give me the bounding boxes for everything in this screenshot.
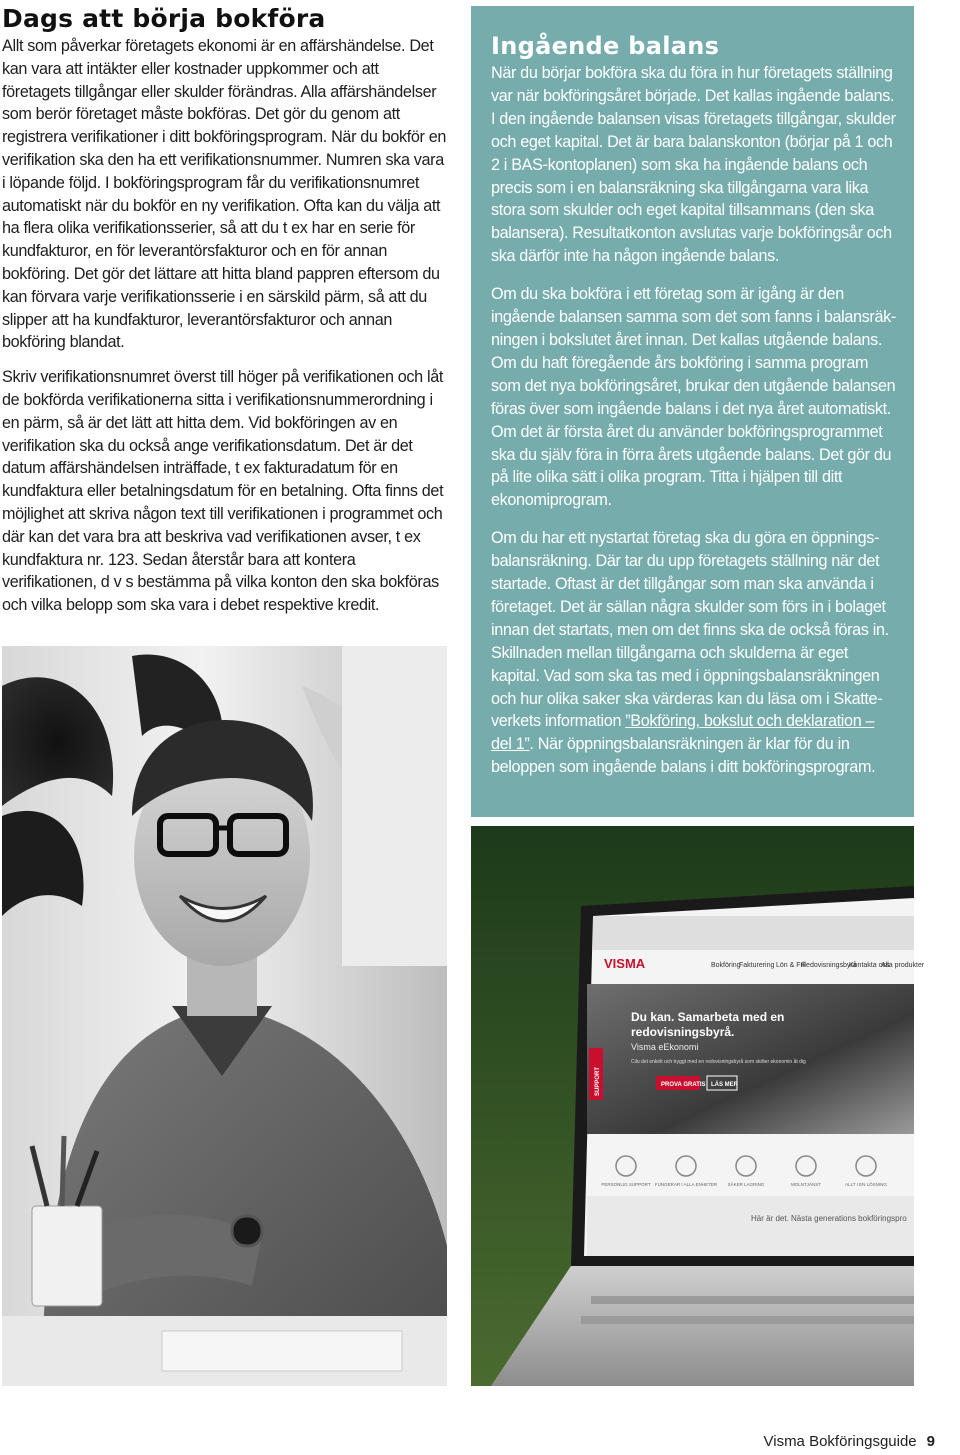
nav-item: Kontakta oss [849, 962, 890, 969]
feature-label: PERSONLIG SUPPORT [601, 1182, 651, 1187]
nav-item: Lön & Fril [776, 962, 806, 969]
visma-logo: VISMA [604, 956, 646, 971]
info-box-paragraph-3 [491, 527, 898, 779]
nav-item: Redovisningsbyrå [801, 962, 857, 969]
screen-tagline: Här är det. Nästa generations bokföringspro [751, 1214, 907, 1223]
article-paragraph-1: Allt som påverkar företagets ekonomi är en affärshändelse. Det kan vara att intäkter eller kostnader uppkommer och att företagets tillgångar eller skulder förändras. Alla affärshändelser som berör företaget måste bokföras. Det gör du genom att registrera verifikationer i ditt bokföringsprogram. När du bokför en verifikation ska den ha ett verifikationsnummer. Numren ska vara i löpande följd. I bokföringsprogram får du verifikationsnumret automatiskt när du bokför en ny verifikation. Ofta kan du välja att ha flera olika verifikationsserier, så att du t ex har en serie för kundfakturor, en för leverantörsfakturor och en för annan bokföring. Det gör det lättare att hitta bland pappren eftersom du kan förvara varje verifikationsserie i en särskild pärm, så att du slipper att ha kundfakturor, leverantörsfakturor och annan bokföring blandat. [2, 37, 447, 352]
photo-smiling-man [2, 646, 447, 1386]
hero-headline-2: redovisningsbyrå. [631, 1025, 735, 1039]
page-footer [764, 1433, 936, 1450]
hero-body: Cilu det enkelt och tryggt med en redovisningsbyrå som sköter ekonomin åt dig [631, 1059, 806, 1065]
feature-label: ALLT I EN LÖSNING [845, 1182, 887, 1187]
article-title: Dags att börja bokföra [2, 4, 326, 33]
info-box-title: Ingående balans [491, 32, 720, 60]
nav-item: Bokföring [711, 962, 741, 969]
info-box-paragraph-3-text: Om du har ett nystartat företag ska du göra en öppningsbalansräkning. Där tar du upp företagets ställning när det startade. Oftast är det tillgångar som man ska använda i företaget. Det är sällan några skulder som förs in i bolaget innan det startats, men om det finns ska de också föras in. Skillnaden mellan tillgångarna och skulderna är eget kapital. Vad som ska tas med i öppningsbalansräkningen och hur olika saker ska värderas kan du läsa om i Skatteverkets information [491, 529, 889, 731]
skatteverket-link[interactable]: ”Bokföring, bokslut och deklaration – del 1” [491, 712, 875, 754]
feature-label: FUNGERAR I ALLA ENHETER [654, 1182, 718, 1187]
man-photo-illustration [2, 646, 447, 1386]
info-box-paragraph-3-end: . När öppningsbalansräkningen är klar för du in beloppen som ingående balans i ditt bokföringsprogram. [491, 735, 876, 777]
hero-cta-primary: PROVA GRATIS [661, 1082, 706, 1088]
footer-brand: Visma Bokföringsguide [763, 1433, 917, 1450]
nav-item: Alla produkter [881, 962, 925, 969]
photo-laptop-visma [471, 826, 925, 1386]
hero-product: Visma eEkonomi [631, 1042, 699, 1052]
feature-label: SÄKER LAGRING [727, 1182, 765, 1187]
nav-item: Fakturering [739, 962, 775, 969]
main-article [0, 4, 450, 629]
article-paragraph-2: Skriv verifikationsnumret överst till höger på verifikationen och låt de bokförda verifikationerna sitta i verifikationsnummerordning i en pärm, så är det lätt att hitta dem. Vid bokföringen av en verifikation ska du också ange verifikationsdatum. Det är det datum affärshändelsen inträffade, t ex fakturadatum för en kundfaktura eller betalningsdatum för en betalning. Ofta finns det möjlighet att skriva någon text till verifikationen i programmet och där kan det vara bra att beskriva vad verifikationen avser, t ex kundfaktura nr. 123. Sedan återstår bara att kontera verifikationen, d v s bestämma på vilka konton den ska bokföras och vilka belopp som ska vara i debet respektive kredit. [2, 368, 444, 615]
hero-cta-secondary: LÄS MER [711, 1082, 738, 1088]
info-box-ingaende-balans [471, 6, 914, 817]
hero-headline-1: Du kan. Samarbeta med en [631, 1010, 785, 1024]
info-box-paragraph-1: När du börjar bokföra ska du föra in hur företagets ställning var när bokföringsåret började. Det kallas ingående balans. I den ingående balansen visas företagets tillgångar, skulder och eget kapital. Det är bara balanskonton (börjar på 1 och 2 i BAS-kontoplanen) som ska ha ingående balans och precis som i en balansräkning ska tillgångarna vara lika stora som skulder och eget kapital tillsammans (den ska balansera). Resultatkonton avslutas varje bokföringsår och ska därför inte ha någon ingående balans. [491, 64, 896, 266]
page-number: 9 [926, 1433, 935, 1450]
support-tab: SUPPORT [595, 1066, 601, 1096]
feature-label: MOLNTJÄNST [790, 1182, 822, 1187]
laptop-photo-illustration [471, 826, 925, 1386]
info-box-paragraph-2: Om du ska bokföra i ett företag som är igång är den ingående balansen samma som det som fanns i balansräkningen i bokslutet året innan. Det kallas utgående balans. Om du haft föregående års bokföring i samma program som det nya bokföringsåret, brukar den utgående balansen föras över som ingående balans i det nya året automatiskt. Om det är första året du använder bokföringsprogrammet ska du själv föra in förra årets utgående balans. Det gör du på lite olika sätt i olika program. Titta i hjälpen till ditt ekonomiprogram. [491, 285, 897, 510]
